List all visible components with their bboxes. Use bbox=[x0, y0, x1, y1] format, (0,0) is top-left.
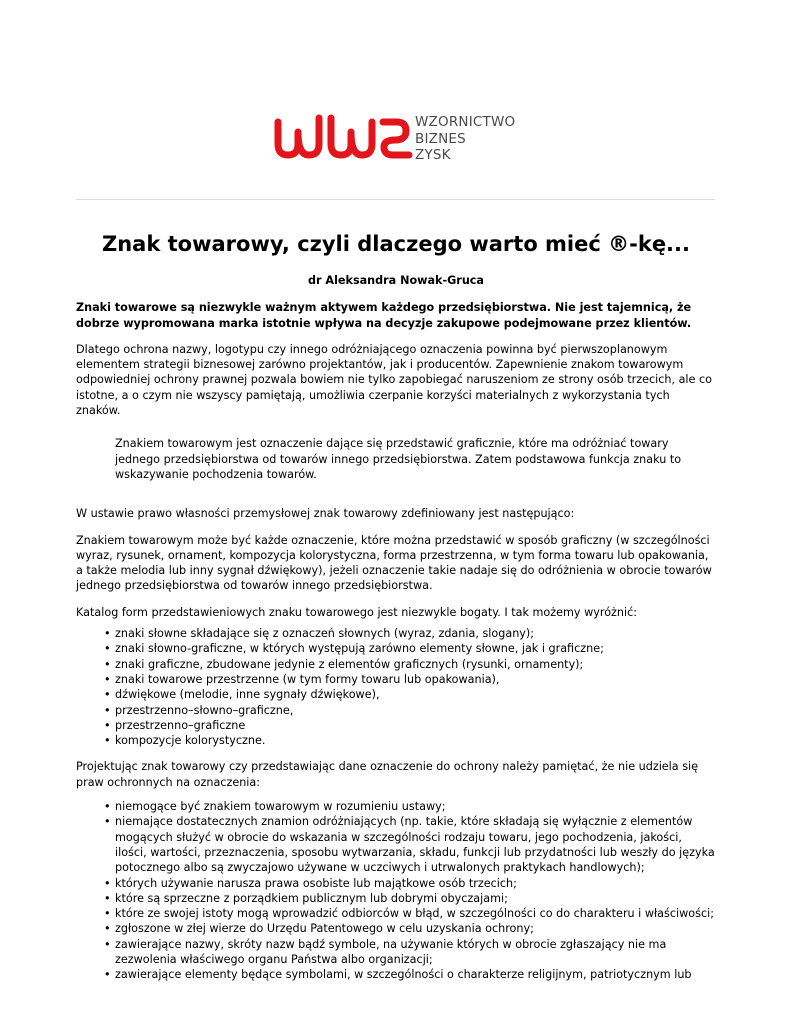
paragraph-statute: W ustawie prawo własności przemysłowej znak towarowy zdefiniowany jest następująco: bbox=[76, 507, 575, 521]
list-item: • których używanie narusza prawa osobiste lub majątkowe osób trzecich; bbox=[104, 876, 716, 891]
logo bbox=[273, 110, 523, 162]
paragraph-catalog: Katalog form przedstawieniowych znaku towarowego jest niezwykle bogaty. I tak możemy wyróżnić: bbox=[76, 605, 638, 619]
list-item: • znaki słowno-graficzne, w których występują zarówno elementy słowne, jak i graficzne; bbox=[104, 641, 716, 656]
list-item: • znaki graficzne, zbudowane jedynie z elementów graficznych (rysunki, ornamenty); bbox=[104, 657, 716, 672]
list-item: • znaki słowne składające się z oznaczeń słownych (wyraz, zdania, slogany); bbox=[104, 626, 716, 641]
paragraph-definition: Znakiem towarowym może być każde oznaczenie, które można przedstawić w sposób graficzny (w szczególności wyraz, rysunek, ornament, kompozycja kolorystyczna, forma przestrzenna, w tym forma towaru lub opakowania, a także melodia lub inny sygnał dźwiękowy), jeżeli oznaczenie takie nadaje się do odróżnienia w obrocie towarów jednego przedsiębiorstwa od towarów innego przedsiębiorstwa. bbox=[76, 533, 712, 593]
list-item: • które ze swojej istoty mogą wprowadzić odbiorców w błąd, w szczególności co do charakteru i właściwości; bbox=[104, 906, 716, 921]
article-lead: Znaki towarowe są niezwykle ważnym aktywem każdego przedsiębiorstwa. Nie jest tajemnicą, że dobrze wypromowana marka istotnie wpływa na decyzje zakupowe podejmowane przez klientów. bbox=[76, 301, 692, 330]
list-item: • znaki towarowe przestrzenne (w tym formy towaru lub opakowania), bbox=[104, 672, 716, 687]
article bbox=[76, 230, 716, 983]
paragraph-intro: Dlatego ochrona nazwy, logotypu czy innego odróżniającego oznaczenia powinna być pierwszoplanowym elementem strategii biznesowej zarówno projektantów, jak i producentów. Zapewnienie znakom towarowym odpowiedniej ochrony prawnej pozwala bowiem nie tylko zapobiegać naruszeniom ze strony osób trzecich, ale co istotne, a o czym nie wszyscy pamiętają, umożliwia czerpanie korzyści materialnych z wykorzystania tych znaków. bbox=[76, 342, 712, 418]
list-item: • kompozycje kolorystyczne. bbox=[104, 733, 716, 748]
article-author: dr Aleksandra Nowak-Gruca bbox=[308, 274, 484, 287]
list-item: • przestrzenno–graficzne bbox=[104, 718, 716, 733]
list-item: • niemające dostatecznych znamion odróżniających (np. takie, które składają się wyłącznie z elementów mogących służyć w obrocie do wskazania w szczególności rodzaju towaru, jego pochodzenia, jakości, ilości, wartości, przeznaczenia, sposobu wytwarzania, składu, funkcji lub przydatności lub weszły do języka potocznego albo są zwyczajowo używane w uczciwych i utrwalonych praktykach handlowych); bbox=[104, 814, 716, 875]
list-item: • zawierające elementy będące symbolami, w szczególności o charakterze religijnym, patriotycznym lub bbox=[104, 967, 716, 982]
list-item: • zawierające nazwy, skróty nazw bądź symbole, na używanie których w obrocie zgłaszający nie ma zezwolenia właściwego organu Państwa albo organizacji; bbox=[104, 937, 716, 968]
paragraph-exclusions: Projektując znak towarowy czy przedstawiając dane oznaczenie do ochrony należy pamiętać, że nie udziela się praw ochronnych na oznaczenia: bbox=[76, 760, 699, 789]
wbz-logo-mark-icon bbox=[273, 110, 413, 162]
list-item: • zgłoszone w złej wierze do Urzędu Patentowego w celu uzyskania ochrony; bbox=[104, 921, 716, 936]
logo-line-2: BIZNES bbox=[415, 130, 466, 147]
logo-wordmark bbox=[415, 114, 515, 164]
exclusions-list bbox=[104, 799, 716, 983]
definition-quote: Znakiem towarowym jest oznaczenie dające się przedstawić graficznie, które ma odróżniać towary jednego przedsiębiorstwa od towarów innego przedsiębiorstwa. Zatem podstawowa funkcja znaku to wskazywanie pochodzenia towarów. bbox=[115, 437, 682, 481]
logo-line-3: ZYSK bbox=[415, 147, 451, 163]
logo-line-1: WZORNICTWO bbox=[415, 114, 516, 130]
list-item: • dźwiękowe (melodie, inne sygnały dźwiękowe), bbox=[104, 687, 716, 702]
article-title: Znak towarowy, czyli dlaczego warto mieć ®-kę... bbox=[102, 232, 690, 256]
forms-list bbox=[104, 626, 716, 748]
list-item: • przestrzenno–słowno–graficzne, bbox=[104, 703, 716, 718]
header-divider bbox=[76, 199, 715, 200]
list-item: • niemogące być znakiem towarowym w rozumieniu ustawy; bbox=[104, 799, 716, 814]
list-item: • które są sprzeczne z porządkiem publicznym lub dobrymi obyczajami; bbox=[104, 891, 716, 906]
